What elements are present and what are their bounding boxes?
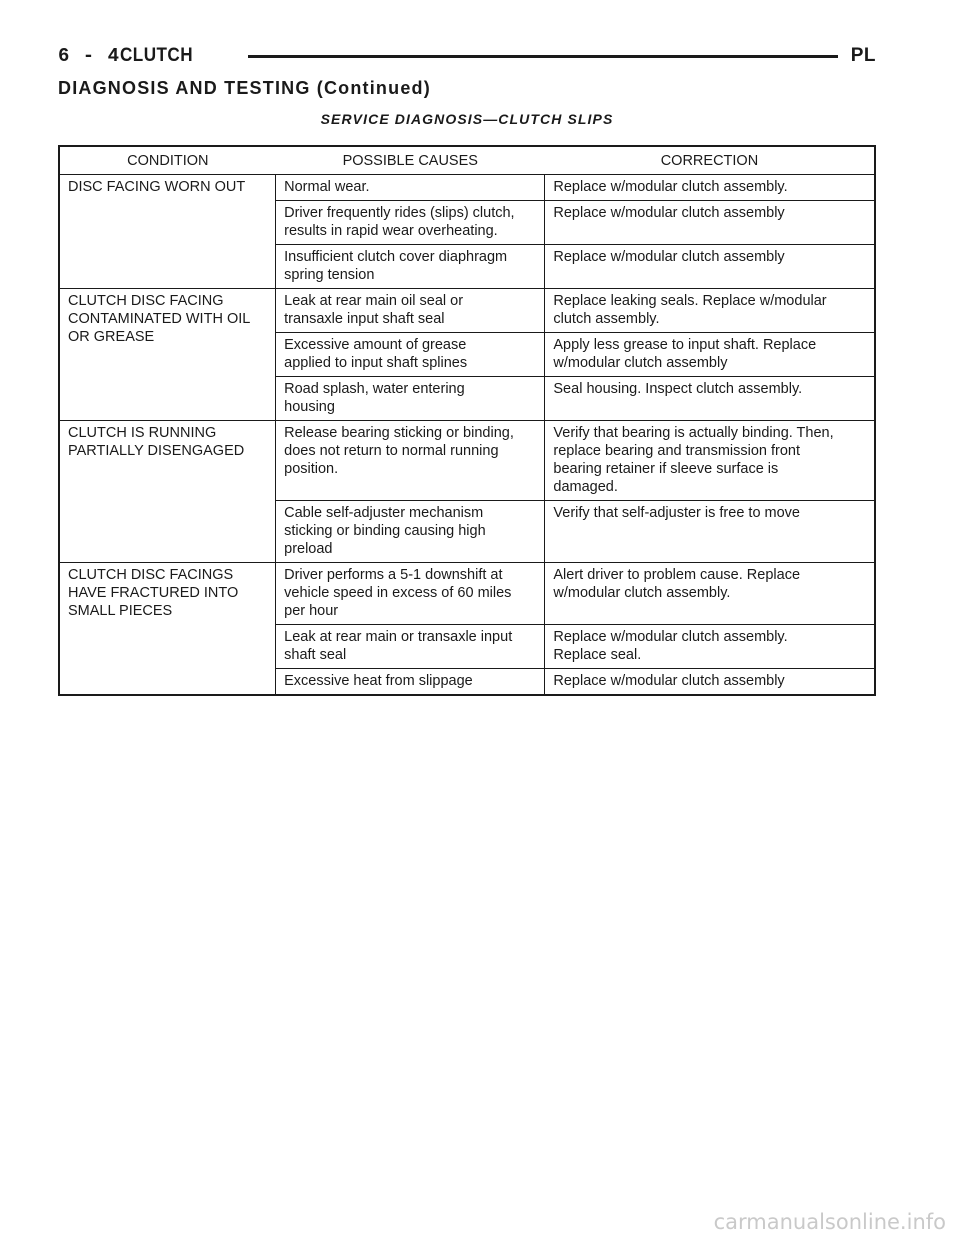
correction-cell: Replace w/modular clutch assembly [545,245,875,289]
cause-cell: Cable self-adjuster mechanism sticking or binding causing high preload [276,501,545,563]
cause-cell: Excessive heat from slippage [276,669,545,696]
condition-cell: CLUTCH DISC FACINGS HAVE FRACTURED INTO SMALL PIECES [59,563,276,696]
correction-cell: Replace w/modular clutch assembly [545,201,875,245]
condition-cell: DISC FACING WORN OUT [59,175,276,289]
correction-cell: Replace w/modular clutch assembly. [545,175,875,201]
condition-cell: CLUTCH IS RUNNING PARTIALLY DISENGAGED [59,421,276,563]
cause-cell: Insufficient clutch cover diaphragm spring tension [276,245,545,289]
column-header-condition: CONDITION [59,146,276,175]
correction-cell: Verify that self-adjuster is free to move [545,501,875,563]
cause-cell: Release bearing sticking or binding, does not return to normal running position. [276,421,545,501]
table-row [59,563,875,625]
correction-cell: Replace w/modular clutch assembly [545,669,875,696]
cause-cell: Normal wear. [276,175,545,201]
table-body [59,175,875,696]
condition-cell: CLUTCH DISC FACING CONTAMINATED WITH OIL OR GREASE [59,289,276,421]
watermark: carmanualsonline.info [713,1210,946,1234]
cause-cell: Leak at rear main or transaxle input shaft seal [276,625,545,669]
correction-cell: Verify that bearing is actually binding. Then, replace bearing and transmission front bearing retainer if sleeve surface is damaged. [545,421,875,501]
section-subtitle: DIAGNOSIS AND TESTING (Continued) [58,78,431,98]
section-name: CLUTCH [120,45,193,66]
header-rule [248,55,838,58]
table-row [59,289,875,333]
column-header-correction: CORRECTION [545,146,875,175]
correction-cell: Replace leaking seals. Replace w/modular clutch assembly. [545,289,875,333]
table-header-row [59,146,875,175]
cause-cell: Driver performs a 5-1 downshift at vehicle speed in excess of 60 miles per hour [276,563,545,625]
correction-cell: Apply less grease to input shaft. Replace w/modular clutch assembly [545,333,875,377]
cause-cell: Road splash, water entering housing [276,377,545,421]
table-row [59,175,875,201]
cause-cell: Excessive amount of grease applied to input shaft splines [276,333,545,377]
table-row [59,421,875,501]
diagnosis-table [58,145,876,696]
correction-cell: Replace w/modular clutch assembly. Replace seal. [545,625,875,669]
correction-cell: Alert driver to problem cause. Replace w/modular clutch assembly. [545,563,875,625]
column-header-causes: POSSIBLE CAUSES [276,146,545,175]
correction-cell: Seal housing. Inspect clutch assembly. [545,377,875,421]
table-title: SERVICE DIAGNOSIS—CLUTCH SLIPS [320,111,614,127]
page-number: 6 - 4 [58,45,121,67]
page-header [58,44,876,72]
model-code: PL [850,45,876,66]
cause-cell: Driver frequently rides (slips) clutch, results in rapid wear overheating. [276,201,545,245]
cause-cell: Leak at rear main oil seal or transaxle input shaft seal [276,289,545,333]
